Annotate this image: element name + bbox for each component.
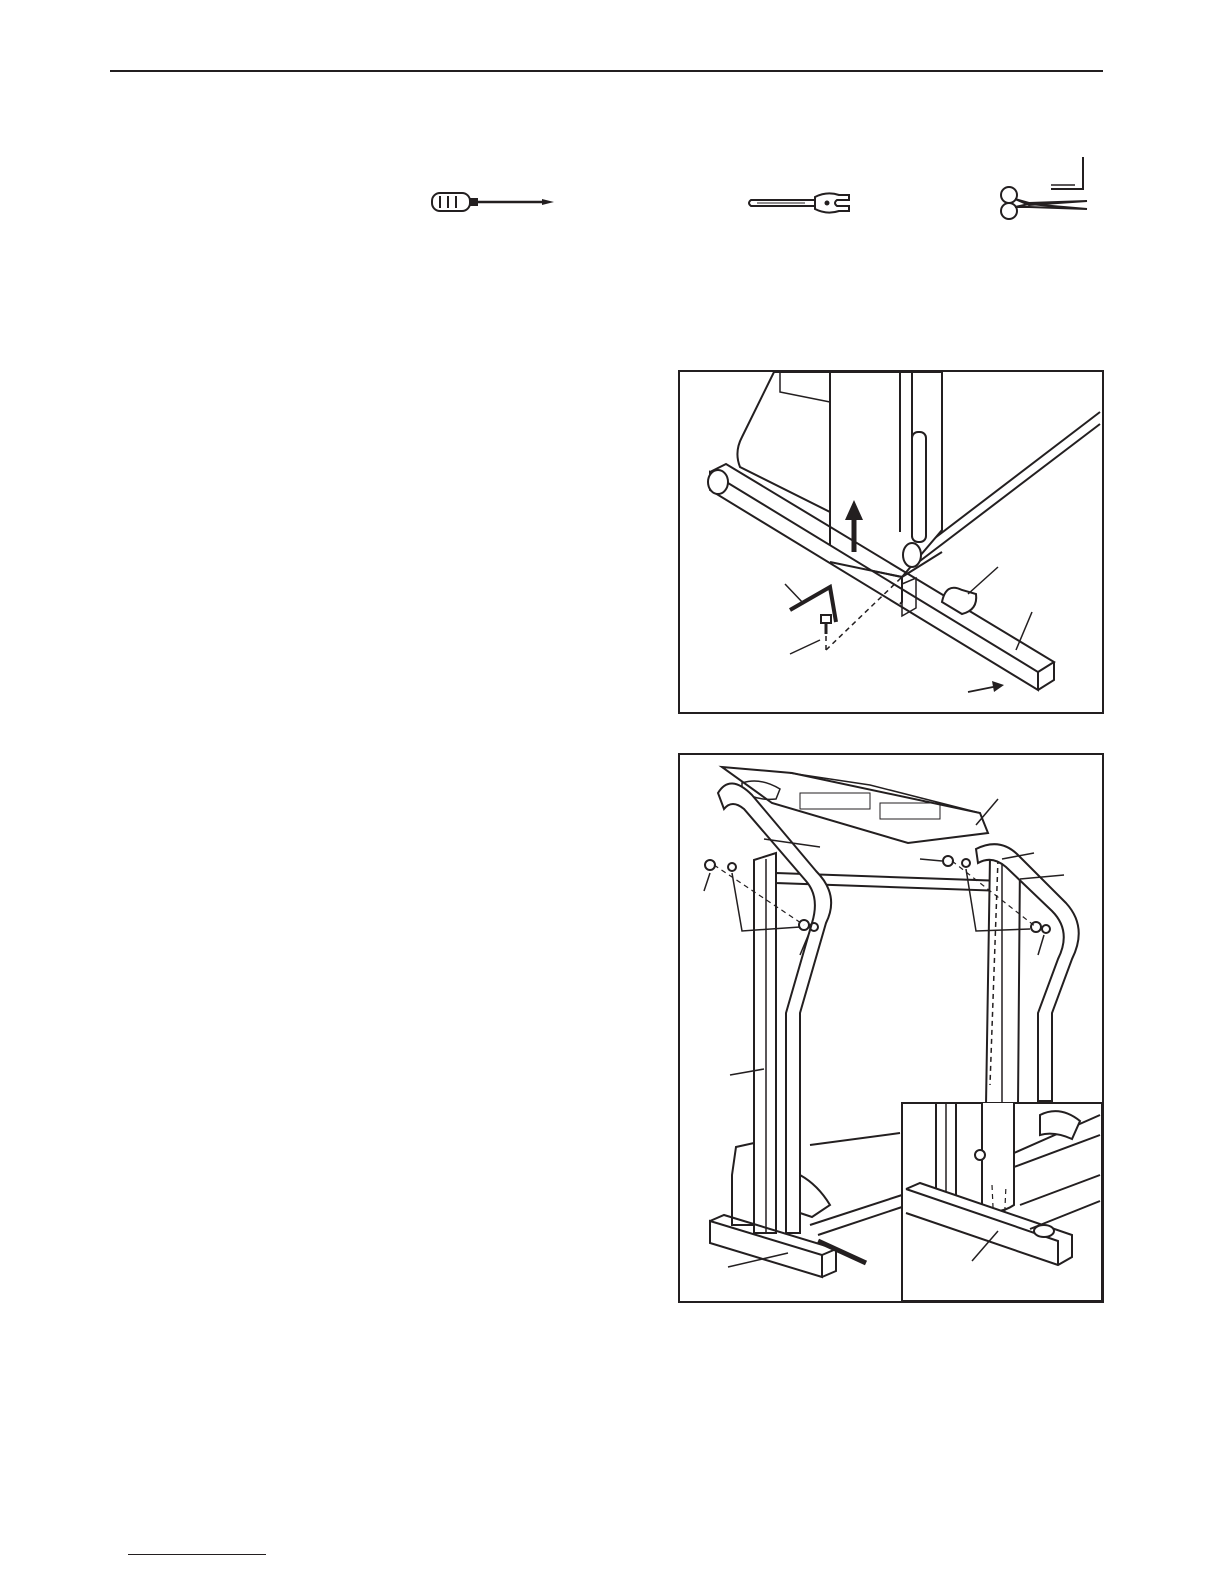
footer-rule: [128, 1554, 266, 1555]
assembly-figure-1: [678, 370, 1104, 714]
scissors-and-hex-key-icon: [995, 155, 1095, 230]
assembly-figure-2: [678, 753, 1104, 1303]
header-rule: [110, 70, 1103, 72]
screwdriver-icon: [430, 188, 560, 223]
adjustable-wrench-icon: [745, 189, 857, 224]
